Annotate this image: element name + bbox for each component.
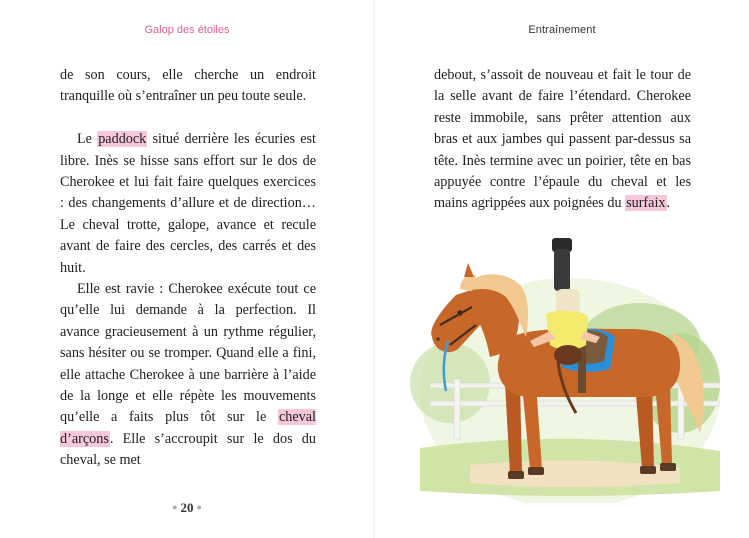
paragraph-text: de son cours, elle cherche un endroit tranquille où s’entraîner un peu toute seule. (60, 67, 316, 105)
glossary-term-surfaix[interactable]: surfaix (626, 195, 666, 212)
paragraph-gap (60, 108, 316, 129)
left-page (0, 0, 374, 538)
page-number (0, 500, 374, 516)
running-head-chapter-title: Entraînement (528, 24, 596, 36)
left-page-text (60, 65, 316, 472)
right-page (375, 0, 749, 538)
glossary-term-cheval-darcons[interactable]: cheval d’arçons (60, 409, 316, 447)
paragraph-text: . (666, 195, 671, 212)
right-page-text (434, 65, 691, 215)
folio-ornament-icon: ● (196, 502, 202, 512)
page-number-value: 20 (180, 500, 194, 515)
paragraph (60, 65, 316, 108)
paragraph (60, 279, 316, 472)
paragraph-text: situé derrière les écuries est libre. Inès se hisse sans effort sur le dos de Cherokee et lui fait faire quelques exercices : des changements d’allure et de direction… Le cheval trotte, galope, avance et recule avant de faire des cercles, des carrés et des huit. (60, 131, 317, 276)
paragraph (434, 65, 691, 215)
folio-ornament-icon: ● (172, 502, 178, 512)
paragraph (60, 129, 316, 279)
horse-handstand-illustration-icon (410, 233, 720, 503)
glossary-term-paddock[interactable]: paddock (98, 131, 147, 148)
paragraph-text: debout, s’assoit de nouveau et fait le tour de la selle avant de faire l’étendard. Cherokee reste immobile, sans prêter attention aux bras et aux jambes qui passent par-dessus sa tête. Inès termine avec un poirier, tête en bas appuyée contre l’épaule du cheval et les mains agrippées aux poignées du (434, 67, 691, 212)
running-head-book-title: Galop des étoiles (144, 24, 230, 36)
paragraph-text: Elle est ravie : Cherokee exécute tout ce qu’elle lui demande à la perfection. Il avance gracieusement à un rythme régulier, sans hésiter ou se tromper. Quand elle a fini, elle attache Cherokee à une barrière à l’aide de la longe et elle répète les mouvements qu’elle a faits plus tôt sur le (60, 281, 316, 426)
paragraph-text: Le (77, 131, 98, 148)
paragraph-text: . Elle s’accroupit sur le dos du cheval, se met (60, 430, 316, 469)
